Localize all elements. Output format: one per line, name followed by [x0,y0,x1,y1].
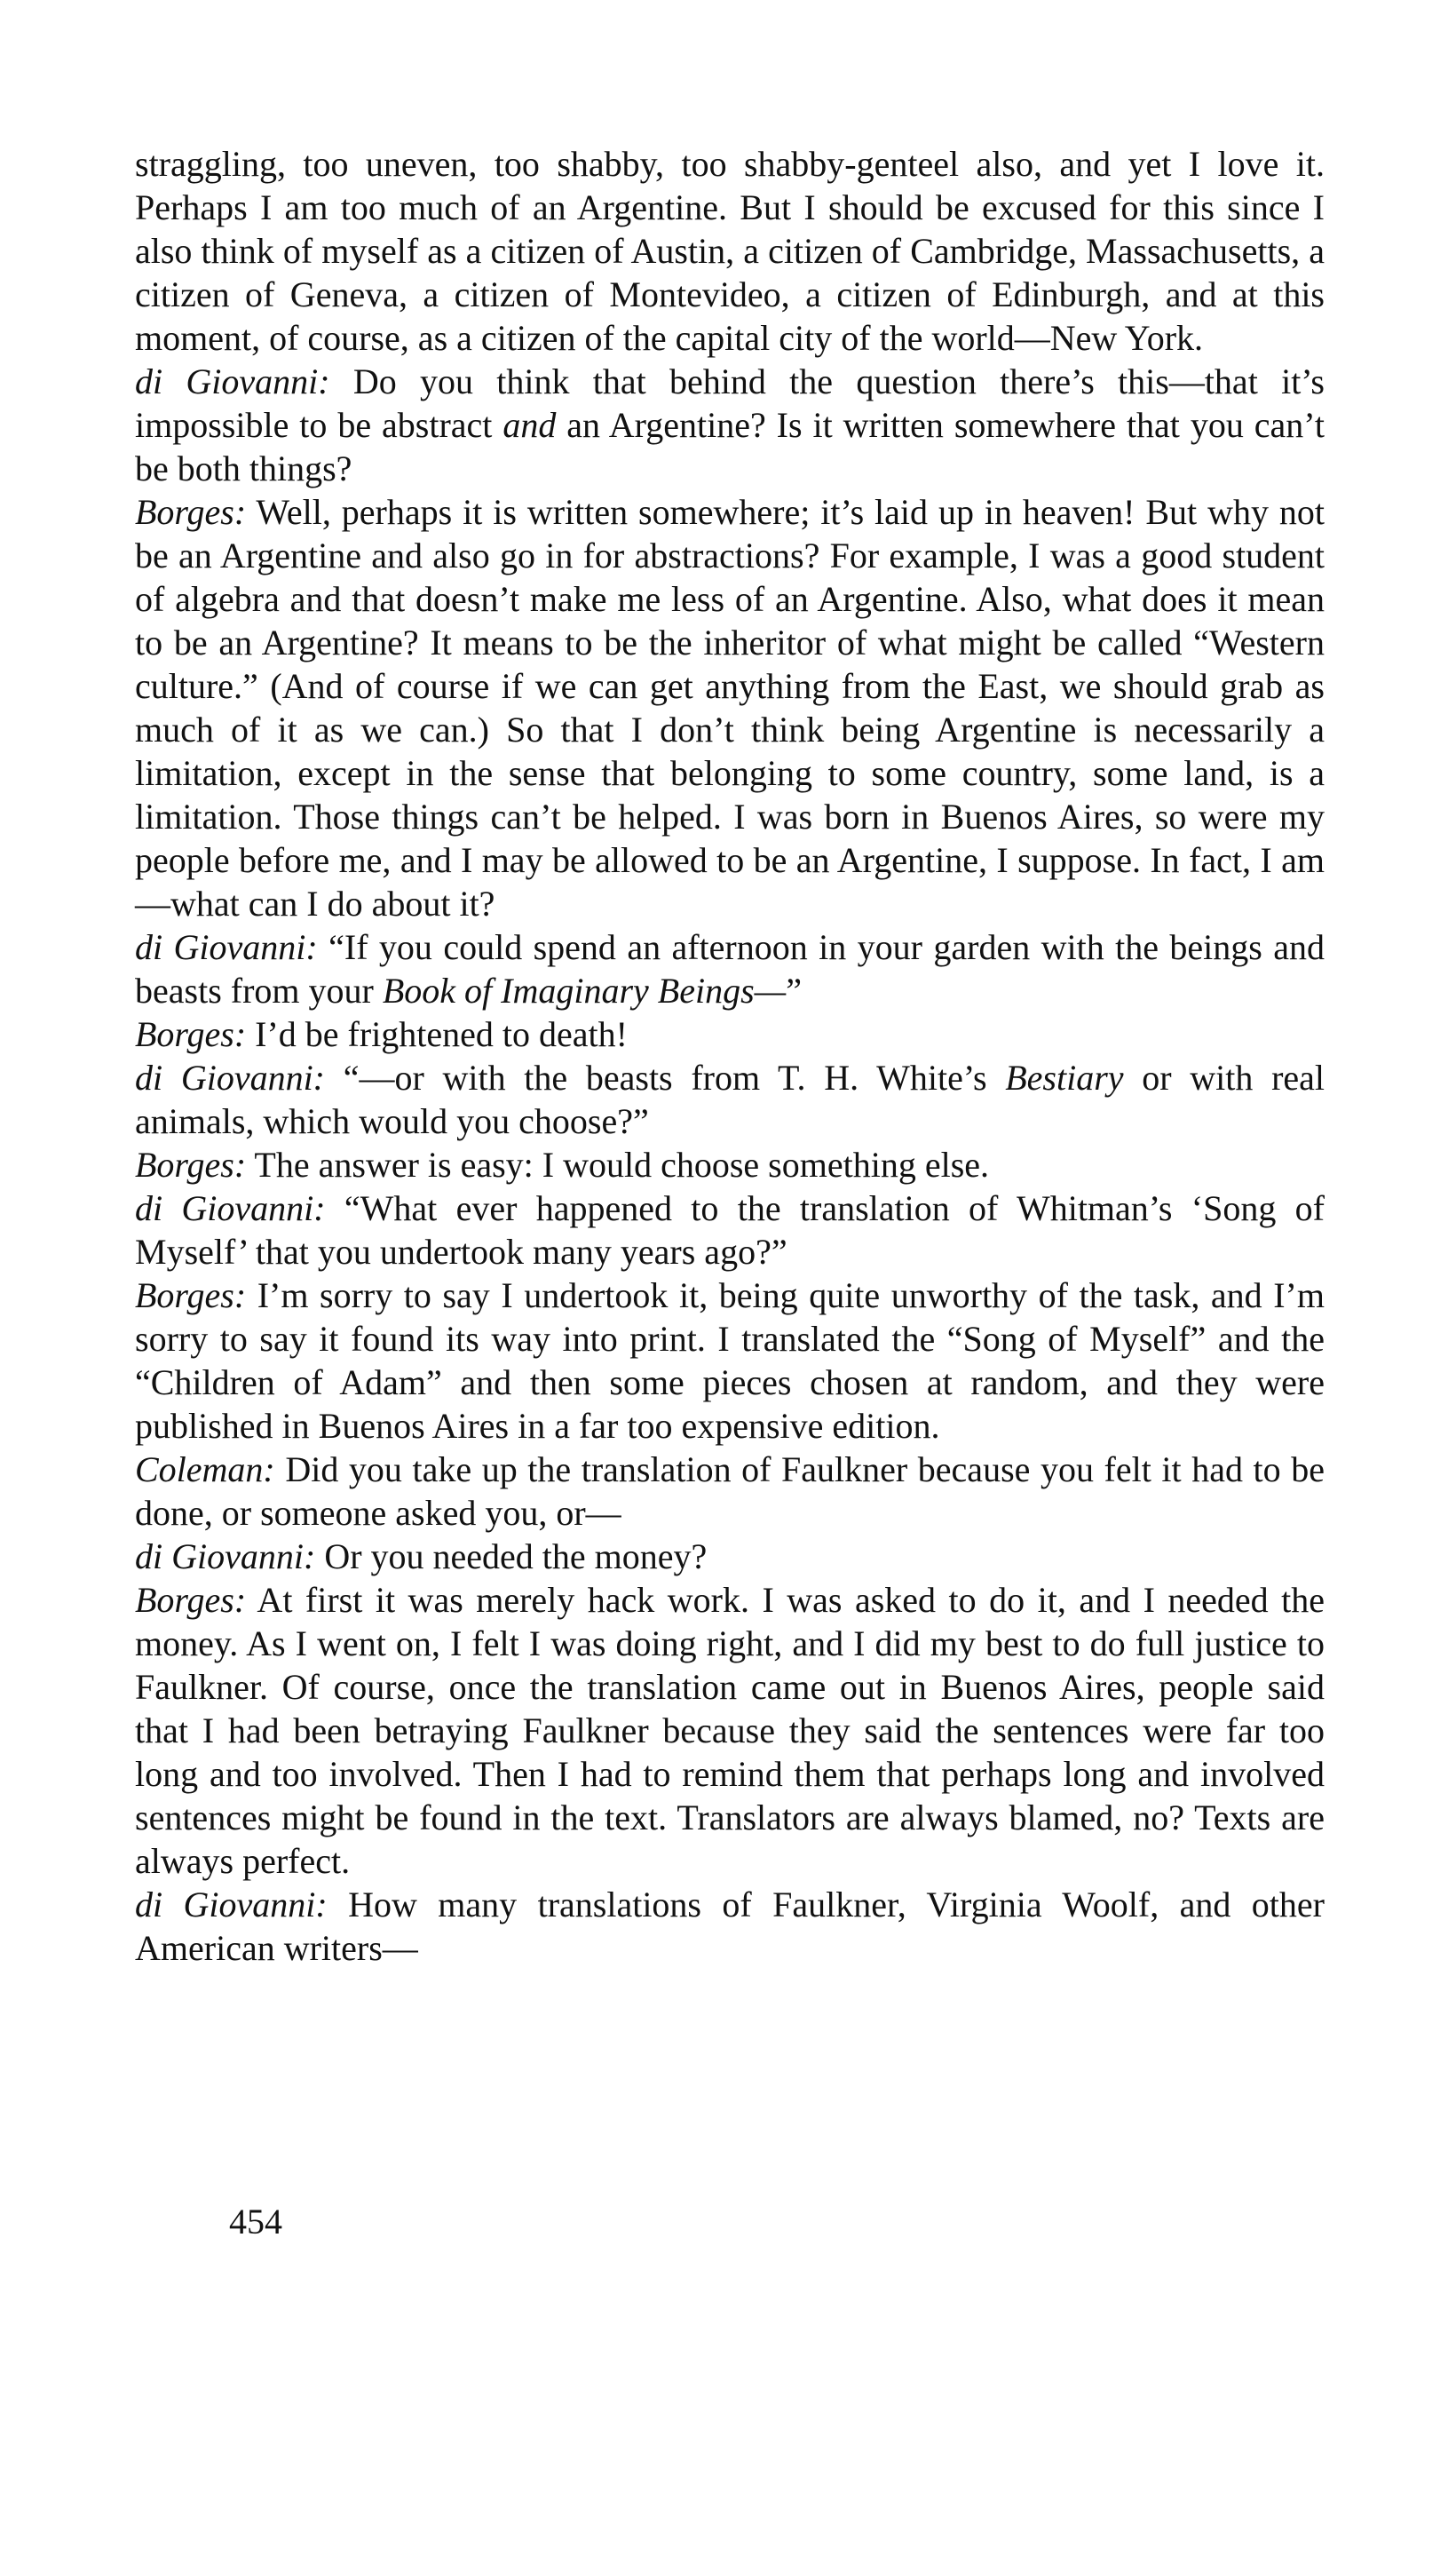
paragraph-di-giovanni [135,1883,1325,1970]
paragraph-di-giovanni [135,1186,1325,1274]
speaker-label: di Giovanni: [135,1536,316,1576]
emphasis-text: and [502,405,557,445]
paragraph-text: “If you could spend an afternoon in your garden with the beings and beasts from your [135,927,1325,1011]
paragraph-text: How many translations of Faulkner, Virginia Woolf, and other American writers— [135,1885,1325,1968]
speaker-label: Coleman: [135,1449,275,1489]
speaker-label: Borges: [135,492,247,532]
paragraph-di-giovanni [135,1535,1325,1578]
paragraph-continuation [135,142,1325,360]
paragraph-text: I’m sorry to say I undertook it, being quite unworthy of the task, and I’m sorry to say it found its way into print. I translated the “Song of Myself” and the “Children of Adam” and then some pieces chosen at random, and they were published in Buenos Aires in a far too expensive edition. [135,1275,1325,1446]
paragraph-text: At first it was merely hack work. I was asked to do it, and I needed the money. As I went on, I felt I was doing right, and I did my best to do full justice to Faulkner. Of course, once the translation came out in Buenos Aires, people said that I had been betraying Faulkner because they said the sentences were far too long and too involved. Then I had to remind them that perhaps long and involved sentences might be found in the text. Translators are always blamed, no? Texts are always perfect. [135,1580,1325,1881]
page-number: 454 [229,2202,282,2242]
paragraph-di-giovanni [135,1056,1325,1143]
paragraph-borges [135,1578,1325,1883]
speaker-label: di Giovanni: [135,1058,326,1098]
page-body [135,142,1325,1970]
speaker-label: di Giovanni: [135,927,318,967]
paragraph-text: or with real animals, which would you choose?” [135,1058,1325,1141]
paragraph-di-giovanni [135,360,1325,490]
paragraph-text: I’d be frightened to death! [246,1014,628,1054]
paragraph-coleman [135,1448,1325,1535]
book-title: Bestiary [1005,1058,1124,1098]
paragraph-text: “—or with the beasts from T. H. White’s [325,1058,1006,1098]
paragraph-text: an Argentine? Is it written somewhere that you can’t be both things? [135,405,1325,488]
speaker-label: di Giovanni: [135,1188,326,1228]
speaker-label: Borges: [135,1145,247,1185]
paragraph-text: Did you take up the translation of Faulkner because you felt it had to be done, or someone asked you, or— [135,1449,1325,1533]
paragraph-text: “What ever happened to the translation of Whitman’s ‘Song of Myself’ that you undertook many years ago?” [135,1188,1325,1272]
paragraph-text: Do you think that behind the question there’s this—that it’s impossible to be abstract [135,361,1325,445]
paragraph-text: Or you needed the money? [315,1536,708,1576]
paragraph-borges [135,1274,1325,1448]
paragraph-text: ” [786,971,802,1011]
paragraph-borges [135,1143,1325,1186]
paragraph-text: straggling, too uneven, too shabby, too shabby-genteel also, and yet I love it. Perhaps I am too much of an Argentine. But I should be excused for this since I also think of myself as a citizen of Austin, a citizen of Cambridge, Massachusetts, a citizen of Geneva, a citizen of Montevideo, a citizen of Edinburgh, and at this moment, of course, as a citizen of the capital city of the world—New York. [135,144,1325,358]
paragraph-borges [135,1012,1325,1056]
speaker-label: Borges: [135,1014,247,1054]
paragraph-text: The answer is easy: I would choose something else. [246,1145,990,1185]
speaker-label: Borges: [135,1580,247,1620]
speaker-label: Borges: [135,1275,247,1315]
speaker-label: di Giovanni: [135,361,330,401]
book-title: Book of Imaginary Beings— [382,971,787,1011]
speaker-label: di Giovanni: [135,1885,328,1924]
paragraph-borges [135,490,1325,925]
paragraph-di-giovanni [135,925,1325,1012]
paragraph-text: Well, perhaps it is written somewhere; it’s laid up in heaven! But why not be an Argentine and also go in for abstractions? For example, I was a good student of algebra and that doesn’t make me less of an Argentine. Also, what does it mean to be an Argentine? It means to be the inheritor of what might be called “Western culture.” (And of course if we can get anything from the East, we should grab as much of it as we can.) So that I don’t think being Argentine is necessarily a limitation, except in the sense that belonging to some country, some land, is a limitation. Those things can’t be helped. I was born in Buenos Aires, so were my people before me, and I may be allowed to be an Argentine, I suppose. In fact, I am—what can I do about it? [135,492,1325,924]
